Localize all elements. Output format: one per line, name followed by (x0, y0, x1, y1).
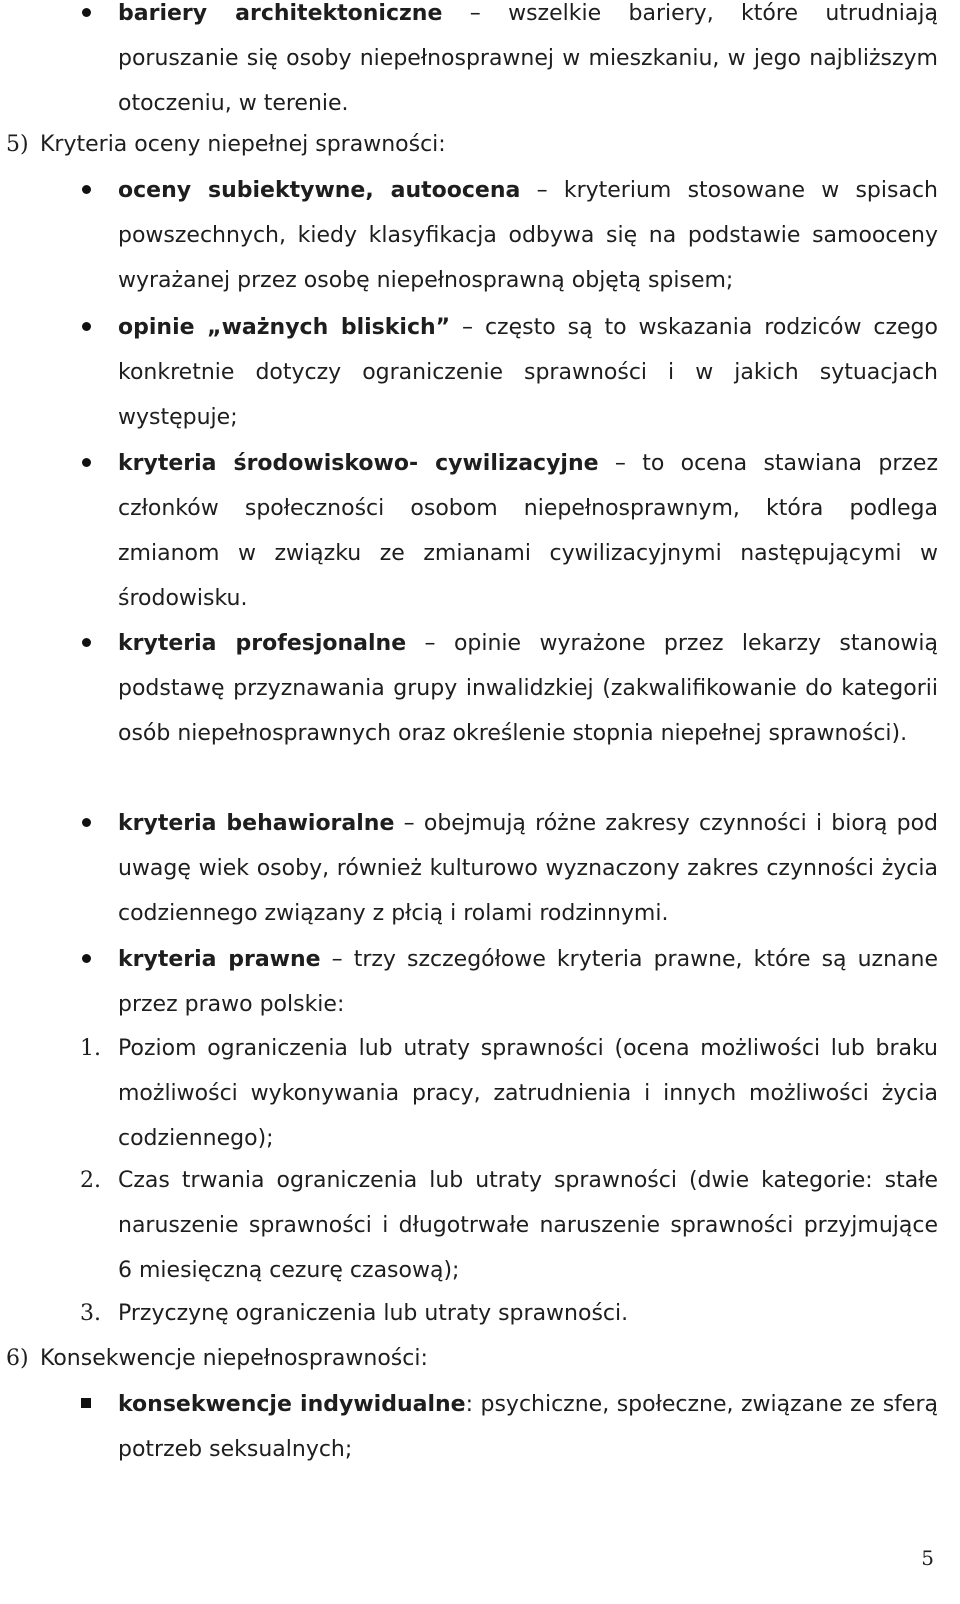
section-title: Konsekwencje niepełnosprawności: (40, 1346, 428, 1371)
item-text: – opinie wyrażone przez lekarzy stanowią podstawę przyznawania grupy inwalidzkiej (zakwalifikowanie do kategorii osób niepełnosprawnych oraz określenie stopnia niepełnej sprawności). (118, 631, 938, 746)
item-term: bariery architektoniczne (118, 1, 443, 26)
item-term: kryteria profesjonalne (118, 631, 407, 656)
bullet-dot (80, 0, 96, 36)
list-item (118, 0, 938, 126)
bullet-dot (80, 168, 96, 213)
item-text: – trzy szczegółowe kryteria prawne, które są uznane przez prawo polskie: (118, 947, 938, 1017)
section-number: 6) (6, 1346, 29, 1371)
item-text: – wszelkie bariery, które utrudniają poruszanie się osoby niepełnosprawnej w mieszkaniu, w jego najbliższym otoczeniu, w terenie. (118, 1, 938, 116)
page-number: 5 (921, 1546, 934, 1570)
list-item (118, 441, 938, 621)
bullet-dot (80, 937, 96, 982)
numbered-item: Czas trwania ograniczenia lub utraty sprawności (dwie kategorie: stałe naruszenie sprawności i długotrwałe naruszenie sprawności przyjmujące 6 miesięczną cezurę czasową); (118, 1168, 938, 1283)
item-text: – to ocena stawiana przez członków społeczności osobom niepełnosprawnym, która podlega zmianom w związku ze zmianami cywilizacyjnymi następującymi w środowisku. (118, 451, 938, 611)
bullet-dot (80, 801, 96, 846)
item-term: kryteria behawioralne (118, 811, 395, 836)
section-heading (6, 122, 446, 167)
bullet-dot (80, 621, 96, 666)
list-item (118, 305, 938, 440)
item-text: : psychiczne, społeczne, związane ze sferą potrzeb seksualnych; (118, 1392, 938, 1462)
bullet-dot (80, 441, 96, 486)
section-title: Kryteria oceny niepełnej sprawności: (40, 132, 446, 157)
bullet-square (80, 1382, 96, 1427)
list-item (118, 937, 938, 1027)
item-text: – kryterium stosowane w spisach powszechnych, kiedy klasyfikacja odbywa się na podstawie samooceny wyrażanej przez osobę niepełnosprawną objętą spisem; (118, 178, 938, 293)
item-term: konsekwencje indywidualne (118, 1392, 466, 1417)
item-text: – obejmują różne zakresy czynności i biorą pod uwagę wiek osoby, również kulturowo wyznaczony zakres czynności życia codziennego związany z płcią i rolami rodzinnymi. (118, 811, 938, 926)
item-term: oceny subiektywne, autoocena (118, 178, 521, 203)
numbered-item: Poziom ograniczenia lub utraty sprawności (ocena możliwości lub braku możliwości wykonywania pracy, zatrudnienia i innych możliwości życia codziennego); (118, 1036, 938, 1151)
item-text: – często są to wskazania rodziców czego konkretnie dotyczy ograniczenie sprawności i w jakich sytuacjach występuje; (118, 315, 938, 430)
numbered-item: Przyczynę ograniczenia lub utraty sprawności. (118, 1301, 629, 1326)
item-term: kryteria prawne (118, 947, 321, 972)
bullet-dot (80, 305, 96, 350)
list-item (118, 621, 938, 756)
list-item (118, 1382, 938, 1472)
list-number: 2. (80, 1168, 101, 1193)
list-number: 3. (80, 1301, 101, 1326)
item-term: kryteria środowiskowo- cywilizacyjne (118, 451, 599, 476)
section-heading (6, 1336, 428, 1381)
item-term: opinie „ważnych bliskich” (118, 315, 451, 340)
list-item (118, 801, 938, 936)
section-number: 5) (6, 132, 29, 157)
list-number: 1. (80, 1036, 101, 1061)
list-item (118, 168, 938, 303)
